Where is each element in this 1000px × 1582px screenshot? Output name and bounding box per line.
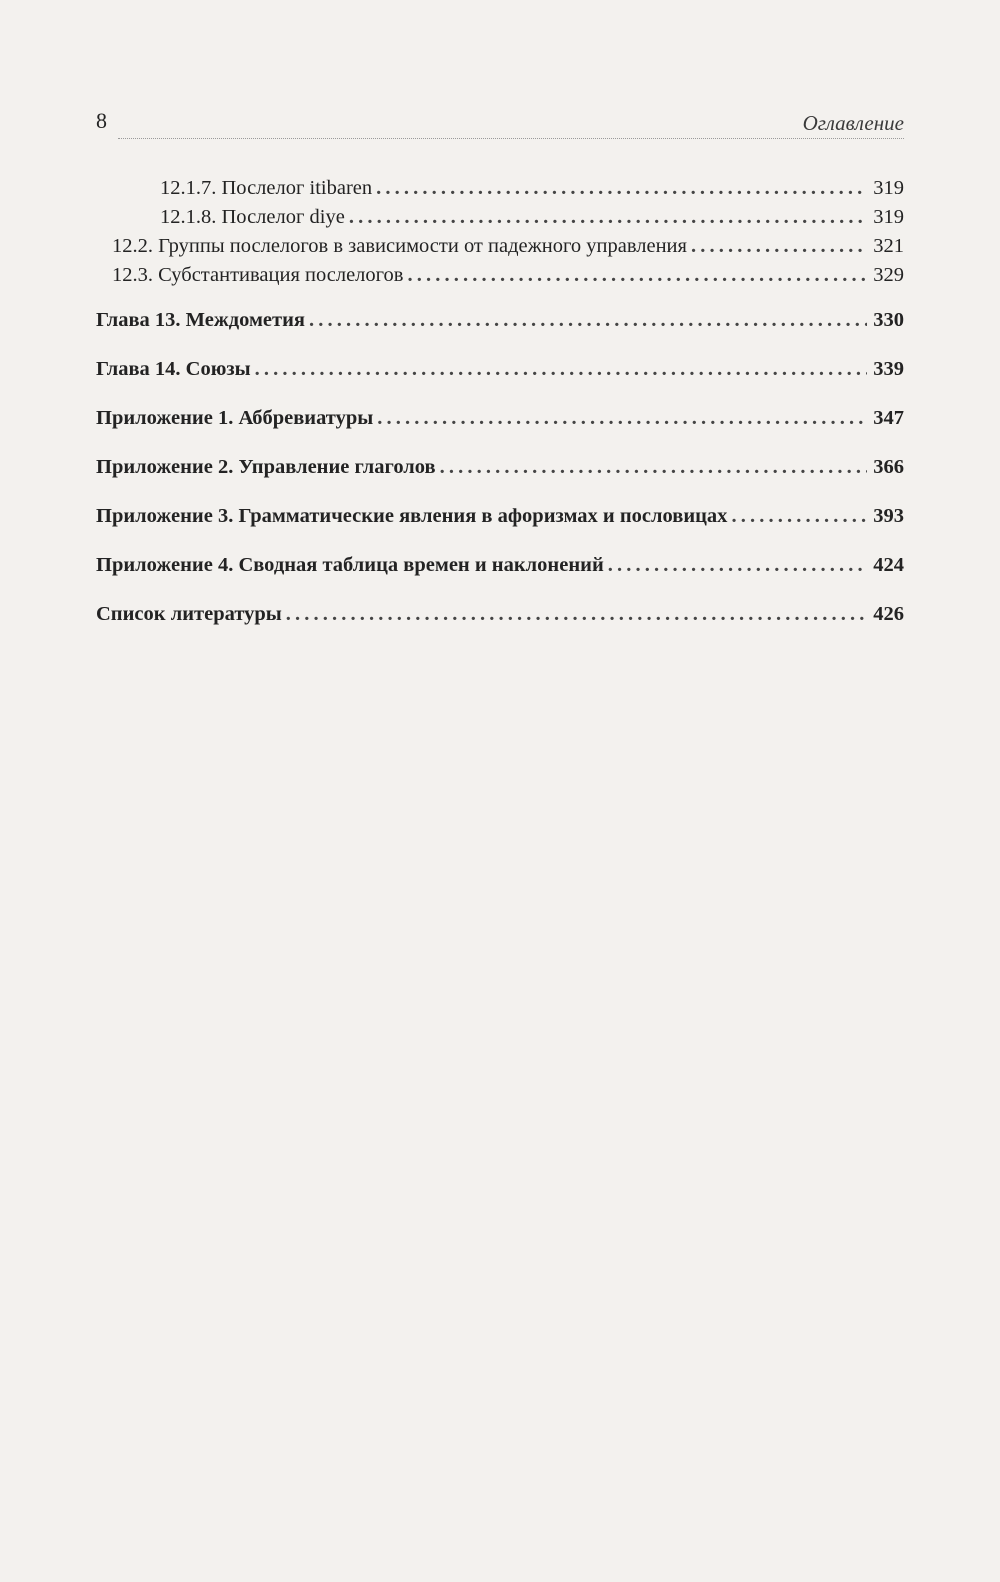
page-number: 8 [96, 108, 107, 133]
dot-leader [255, 345, 868, 394]
dot-leader [691, 232, 867, 261]
toc-entry-page: 329 [873, 264, 904, 286]
toc-entry [96, 261, 904, 290]
toc-entry-page: 319 [873, 206, 904, 228]
toc-appendix-entry [96, 492, 904, 541]
toc-entry-title: Приложение 1. Аббревиатуры [96, 407, 374, 429]
toc-entry-title: Глава 13. Междометия [96, 309, 305, 331]
dot-leader [731, 492, 867, 541]
toc-entry-title: Приложение 3. Грамматические явления в афоризмах и пословицах [96, 505, 728, 527]
toc-entry [96, 232, 904, 261]
dot-leader [376, 174, 867, 203]
toc-entry-title: Приложение 2. Управление глаголов [96, 456, 436, 478]
toc-appendix-entry [96, 443, 904, 492]
toc-entry-page: 366 [873, 456, 904, 478]
toc-entry [96, 203, 904, 232]
toc-entry [96, 174, 904, 203]
dot-leader [440, 443, 868, 492]
dot-leader [309, 296, 867, 345]
toc-entry-title: Список литературы [96, 603, 282, 625]
toc-entry-title: Глава 14. Союзы [96, 358, 251, 380]
running-head: Оглавление [802, 111, 904, 135]
dot-leader [377, 394, 867, 443]
dot-leader [407, 261, 867, 290]
toc-entry-page: 339 [873, 358, 904, 380]
header-rule [118, 138, 904, 139]
toc-chapter-entry [96, 296, 904, 345]
dot-leader [286, 590, 867, 639]
table-of-contents [96, 174, 904, 639]
toc-entry-page: 330 [873, 309, 904, 331]
toc-entry-page: 321 [873, 235, 904, 257]
toc-entry-page: 319 [873, 177, 904, 199]
toc-appendix-entry [96, 394, 904, 443]
toc-entry-title: 12.3. Субстантивация послелогов [112, 264, 404, 286]
toc-entry-page: 424 [873, 554, 904, 576]
dot-leader [349, 203, 867, 232]
toc-entry-page: 426 [873, 603, 904, 625]
toc-entry-title: 12.1.7. Послелог itibaren [160, 177, 373, 199]
toc-entry-title: 12.1.8. Послелог diye [160, 206, 345, 228]
toc-appendix-entry [96, 541, 904, 590]
toc-bibliography-entry [96, 590, 904, 639]
toc-entry-title: Приложение 4. Сводная таблица времен и наклонений [96, 554, 604, 576]
toc-chapter-entry [96, 345, 904, 394]
toc-entry-page: 393 [873, 505, 904, 527]
page-header [96, 104, 904, 138]
toc-entry-title: 12.2. Группы послелогов в зависимости от падежного управления [112, 235, 687, 257]
toc-entry-page: 347 [873, 407, 904, 429]
dot-leader [608, 541, 867, 590]
